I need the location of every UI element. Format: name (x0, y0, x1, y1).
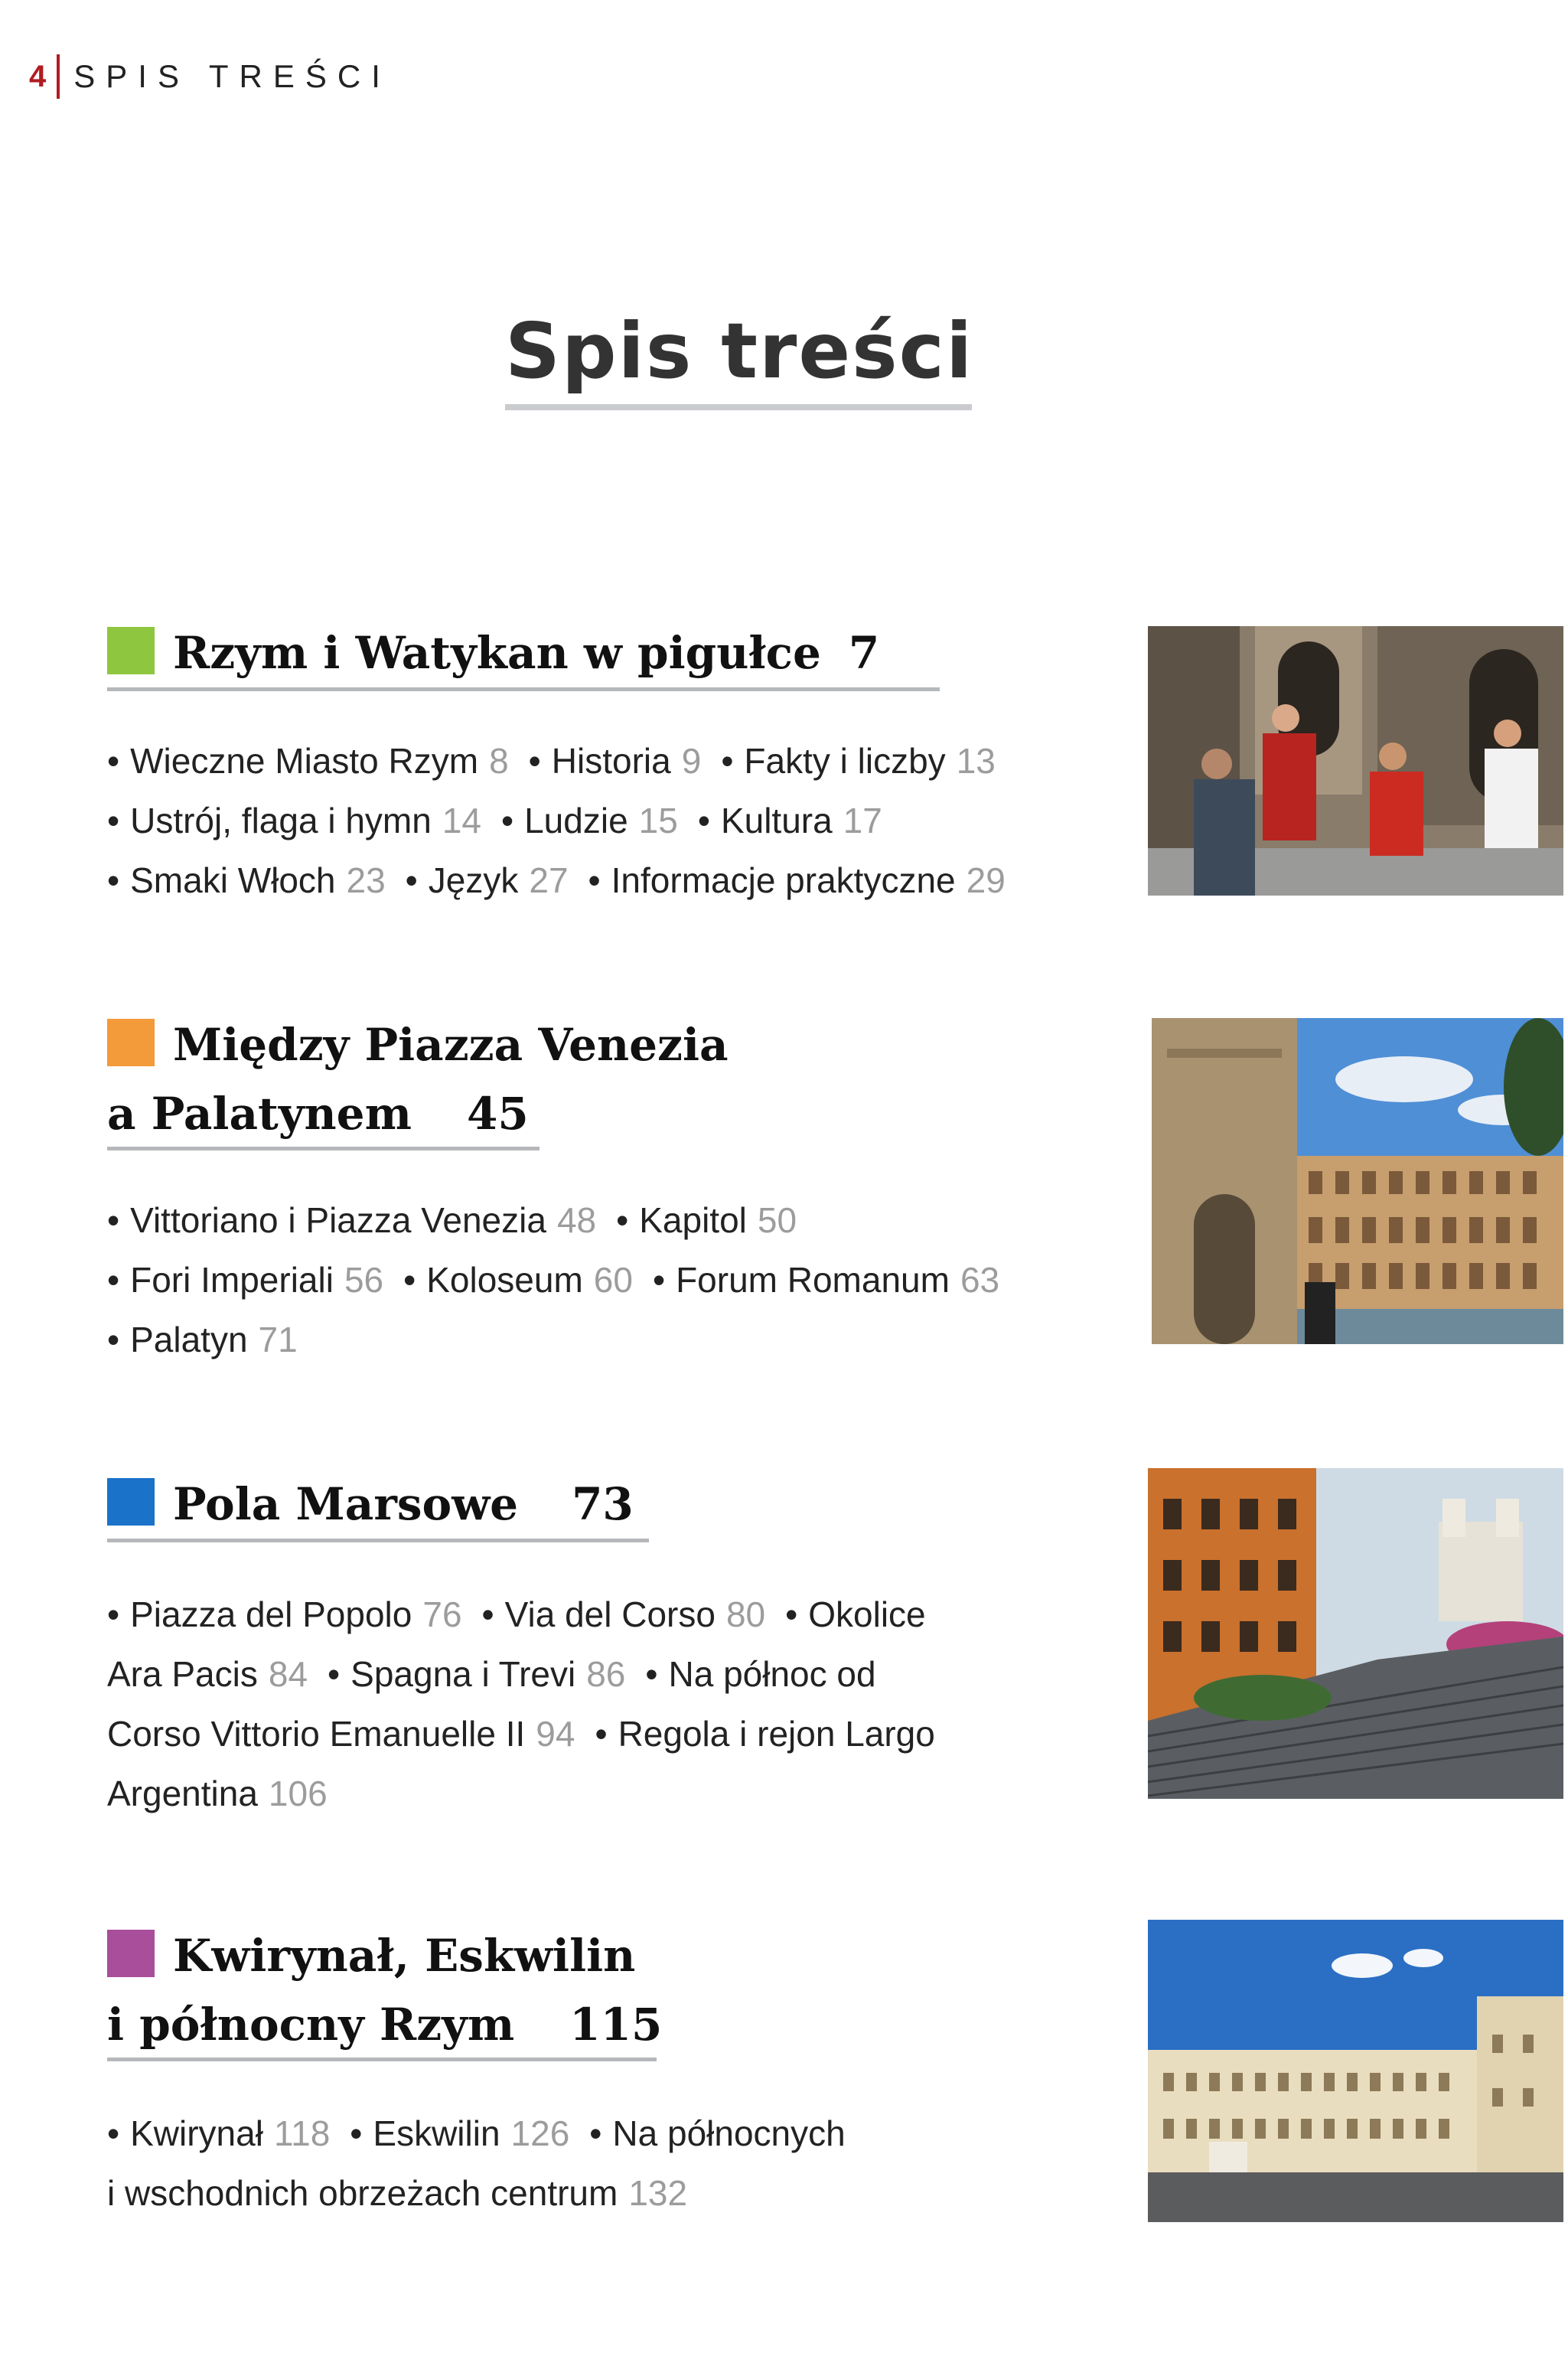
colosseum-gladiators-photo (1148, 626, 1563, 896)
section-title-line2: a Palatynem (107, 1088, 412, 1140)
bullet-icon: • (785, 1594, 798, 1634)
toc-entry[interactable] (107, 741, 509, 781)
section-title: Między Piazza Venezia (173, 1019, 729, 1071)
section-page: 7 (848, 627, 880, 679)
toc-entry-label: Kultura (720, 801, 833, 840)
toc-entry-label: Informacje praktyczne (611, 860, 956, 900)
toc-entry-page: 23 (346, 860, 386, 900)
bullet-icon: • (107, 741, 120, 781)
bullet-icon: • (595, 1714, 608, 1754)
section-items-piazza-venezia (107, 1190, 999, 1369)
toc-entry-label: Wieczne Miasto Rzym (130, 741, 479, 781)
toc-entry[interactable] (653, 1260, 999, 1300)
section-heading-piazza-venezia-line2[interactable] (107, 1079, 529, 1148)
orange-square-icon (107, 1019, 155, 1066)
bullet-icon: • (107, 1200, 120, 1240)
bullet-icon: • (107, 1594, 120, 1634)
toc-entry-label: Piazza del Popolo (130, 1594, 412, 1634)
section-rule (107, 2058, 657, 2061)
toc-entry[interactable] (721, 741, 996, 781)
toc-entry-page: 17 (843, 801, 882, 840)
section-heading-kwirynal-line2[interactable] (107, 1990, 662, 2059)
toc-line (107, 1704, 935, 1764)
toc-entry-page: 86 (586, 1654, 626, 1694)
toc-entry-page: 15 (638, 801, 678, 840)
toc-entry[interactable] (107, 801, 481, 840)
toc-entry-label: Ustrój, flaga i hymn (130, 801, 432, 840)
toc-line (107, 1250, 999, 1310)
toc-entry-page: 132 (628, 2173, 688, 2213)
toc-entry-label: Palatyn (130, 1320, 248, 1359)
toc-entry-page: 63 (960, 1260, 1000, 1300)
title-underline (505, 404, 972, 410)
blue-square-icon (107, 1478, 155, 1526)
toc-entry-label: Fori Imperiali (130, 1260, 334, 1300)
toc-entry-label: Na północ od (668, 1654, 876, 1694)
toc-entry-page: 84 (268, 1654, 308, 1694)
bullet-icon: • (500, 801, 514, 840)
toc-entry-page: 94 (536, 1714, 575, 1754)
toc-line (107, 1764, 935, 1823)
section-rule (107, 1147, 540, 1150)
running-head-label: SPIS TREŚCI (73, 58, 391, 94)
bullet-icon: • (721, 741, 734, 781)
toc-entry[interactable] (785, 1594, 926, 1634)
toc-entry-page: 8 (489, 741, 509, 781)
toc-entry[interactable] (107, 1654, 308, 1694)
section-heading-pola-marsowe[interactable] (107, 1470, 634, 1539)
bullet-icon: • (589, 2113, 602, 2153)
section-items-rzym (107, 731, 1006, 910)
bullet-icon: • (350, 2113, 363, 2153)
bullet-icon: • (528, 741, 541, 781)
section-rule (107, 687, 940, 691)
toc-entry[interactable] (698, 801, 882, 840)
section-items-kwirynal (107, 2103, 846, 2223)
toc-line (107, 1190, 999, 1250)
toc-line (107, 850, 1006, 910)
bullet-icon: • (107, 2113, 120, 2153)
toc-entry[interactable] (350, 2113, 569, 2153)
green-square-icon (107, 627, 155, 674)
toc-entry[interactable] (107, 2173, 687, 2213)
toc-entry-page: 126 (510, 2113, 570, 2153)
bullet-icon: • (645, 1654, 658, 1694)
bullet-icon: • (652, 1260, 666, 1300)
page-number: 4 (29, 59, 47, 93)
toc-entry[interactable] (501, 801, 678, 840)
toc-entry-label: Kapitol (639, 1200, 747, 1240)
toc-entry[interactable] (107, 1714, 575, 1754)
toc-entry-label: Vittoriano i Piazza Venezia (130, 1200, 546, 1240)
bullet-icon: • (481, 1594, 494, 1634)
toc-entry-label: Eskwilin (373, 2113, 500, 2153)
toc-entry[interactable] (107, 1594, 462, 1634)
toc-entry-page: 27 (529, 860, 569, 900)
toc-entry-page: 29 (966, 860, 1006, 900)
toc-entry[interactable] (529, 741, 702, 781)
arch-of-constantine-colosseum-photo (1152, 1018, 1563, 1344)
purple-square-icon (107, 1930, 155, 1977)
toc-entry[interactable] (107, 1320, 298, 1359)
toc-line (107, 1310, 999, 1369)
bullet-icon: • (405, 860, 418, 900)
toc-entry[interactable] (403, 1260, 633, 1300)
toc-entry-label: Koloseum (426, 1260, 583, 1300)
toc-entry-page: 56 (344, 1260, 384, 1300)
section-items-pola-marsowe (107, 1584, 935, 1823)
toc-entry[interactable] (328, 1654, 625, 1694)
quirinal-palace-photo (1148, 1920, 1563, 2222)
toc-entry[interactable] (107, 860, 386, 900)
toc-entry-label: Regola i rejon Largo (618, 1714, 935, 1754)
toc-entry[interactable] (645, 1654, 875, 1694)
toc-entry[interactable] (406, 860, 569, 900)
section-title: Rzym i Watykan w pigułce (173, 627, 821, 679)
bullet-icon: • (107, 801, 120, 840)
toc-line (107, 791, 1006, 850)
toc-entry[interactable] (107, 1774, 328, 1813)
toc-entry-page: 14 (442, 801, 481, 840)
toc-entry[interactable] (589, 2113, 845, 2153)
toc-entry-label: Fakty i liczby (744, 741, 946, 781)
toc-entry-label: Historia (551, 741, 671, 781)
toc-line (107, 1644, 935, 1704)
section-title: Pola Marsowe (173, 1478, 519, 1530)
toc-entry-label: Corso Vittorio Emanuelle II (107, 1714, 526, 1754)
bullet-icon: • (616, 1200, 629, 1240)
section-heading-kwirynal[interactable] (107, 1921, 635, 1990)
spanish-steps-photo (1148, 1468, 1563, 1799)
toc-entry-label: Via del Corso (504, 1594, 716, 1634)
toc-entry-label: Kwirynał (130, 2113, 263, 2153)
toc-entry[interactable] (616, 1200, 797, 1240)
toc-entry-label: Argentina (107, 1774, 258, 1813)
toc-line (107, 1584, 935, 1644)
toc-entry-label: i wschodnich obrzeżach centrum (107, 2173, 618, 2213)
toc-entry-page: 71 (258, 1320, 298, 1359)
toc-entry-page: 60 (593, 1260, 633, 1300)
toc-line (107, 2103, 846, 2163)
section-page: 115 (569, 1999, 663, 2051)
toc-entry[interactable] (107, 1200, 596, 1240)
bullet-icon: • (328, 1654, 341, 1694)
toc-entry-label: Okolice (808, 1594, 926, 1634)
bullet-icon: • (697, 801, 710, 840)
section-heading-piazza-venezia[interactable] (107, 1010, 729, 1079)
bullet-icon: • (107, 1260, 120, 1300)
section-title-line2: i północny Rzym (107, 1999, 515, 2051)
section-page: 45 (466, 1088, 529, 1140)
toc-entry-label: Spagna i Trevi (350, 1654, 576, 1694)
toc-entry-page: 50 (757, 1200, 797, 1240)
toc-entry[interactable] (595, 1714, 934, 1754)
running-head (29, 54, 391, 100)
section-title: Kwirynał, Eskwilin (173, 1930, 636, 1982)
bullet-icon: • (107, 860, 120, 900)
toc-entry[interactable] (107, 2113, 330, 2153)
section-heading-rzym[interactable] (107, 618, 879, 687)
toc-entry-label: Język (428, 860, 519, 900)
toc-entry[interactable] (482, 1594, 766, 1634)
toc-entry-label: Na północnych (612, 2113, 846, 2153)
toc-entry-page: 106 (268, 1774, 328, 1813)
page-title: Spis treści (505, 306, 974, 396)
toc-entry-page: 9 (681, 741, 702, 781)
toc-entry-page: 13 (956, 741, 996, 781)
toc-entry-page: 118 (273, 2113, 331, 2153)
section-page: 73 (572, 1478, 634, 1530)
toc-entry-page: 80 (725, 1594, 766, 1634)
toc-entry-label: Ludzie (524, 801, 628, 840)
toc-line (107, 2163, 846, 2223)
toc-entry-page: 48 (556, 1200, 597, 1240)
toc-entry[interactable] (588, 860, 1006, 900)
toc-line (107, 731, 1006, 791)
section-rule (107, 1539, 649, 1542)
toc-entry-page: 76 (422, 1594, 462, 1634)
toc-entry-label: Forum Romanum (676, 1260, 950, 1300)
bullet-icon: • (403, 1260, 416, 1300)
running-head-divider (57, 54, 60, 99)
bullet-icon: • (588, 860, 601, 900)
bullet-icon: • (107, 1320, 120, 1359)
toc-entry-label: Ara Pacis (107, 1654, 258, 1694)
toc-entry[interactable] (107, 1260, 383, 1300)
toc-entry-label: Smaki Włoch (130, 860, 336, 900)
